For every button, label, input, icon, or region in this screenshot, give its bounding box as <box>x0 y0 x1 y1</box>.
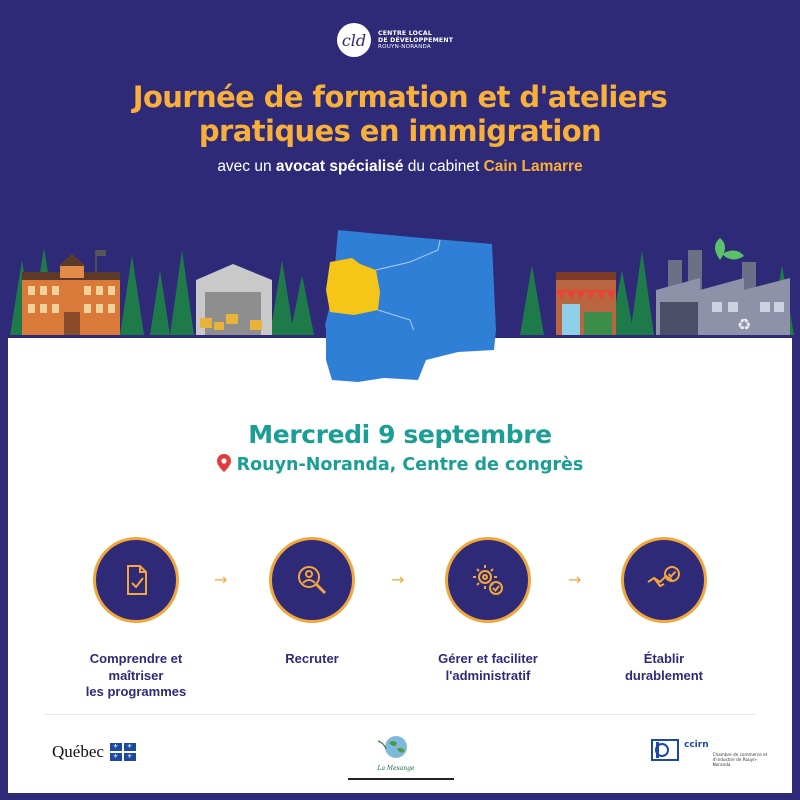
event-date: Mercredi 9 septembre <box>248 420 552 449</box>
region-map-icon <box>325 230 496 340</box>
step-establish <box>574 537 754 684</box>
arrow-icon: → <box>391 570 405 589</box>
school-building-icon <box>22 250 120 335</box>
step-circle <box>269 537 355 623</box>
step-circle <box>445 537 531 623</box>
factory-icon <box>656 238 790 335</box>
mesange-logo <box>370 733 422 773</box>
step-label: Établir durablement <box>624 651 703 683</box>
ccirn-description: Chambre de commerce et d'industrie de Rouyn-Noranda <box>712 752 768 767</box>
illustration-scene <box>0 220 800 340</box>
ccirn-wordmark: ccirn <box>684 740 709 750</box>
underline-bar <box>348 778 454 780</box>
document-check-icon <box>116 560 156 600</box>
subtitle: avec un avocat spécialisé du cabinet Cain Lamarre <box>217 158 583 175</box>
svg-text:♻: ♻ <box>736 315 752 334</box>
quebec-flag-icon: ⚜ ⚜ ⚜ ⚜ <box>110 743 136 761</box>
shop-icon <box>556 272 616 335</box>
gear-check-icon <box>468 560 508 600</box>
ccirn-logo <box>650 738 771 768</box>
search-person-icon <box>292 560 332 600</box>
step-manage <box>398 537 578 684</box>
cld-logo-icon <box>336 22 372 58</box>
location-pin-icon <box>217 454 231 472</box>
divider <box>44 714 756 715</box>
step-understand <box>46 537 226 701</box>
step-label: Comprendre et maîtriser les programmes <box>85 651 187 699</box>
step-recruit <box>222 537 405 668</box>
step-label: Gérer et faciliter l'administratif <box>438 651 538 683</box>
step-label: Recruter <box>285 651 339 666</box>
handshake-check-icon <box>644 560 684 600</box>
warehouse-icon <box>196 264 272 335</box>
arrow-icon: → <box>568 570 582 589</box>
step-circle <box>621 537 707 623</box>
cld-logo-text: CENTRE LOCAL DE DÉVELOPPEMENT ROUYN-NORANDA <box>378 29 454 50</box>
page-title: Journée de formation et d'ateliers pratiques en immigration <box>132 80 668 148</box>
svg-text:cld: cld <box>341 31 367 50</box>
region-map-lower-icon <box>318 330 498 390</box>
step-circle <box>93 537 179 623</box>
globe-leaf-icon <box>374 733 418 761</box>
quebec-logo <box>52 742 136 762</box>
cld-logo <box>336 22 453 58</box>
quebec-wordmark: Québec <box>52 742 104 761</box>
ccirn-mark-icon <box>650 738 680 768</box>
mesange-wordmark: La Mesange <box>377 765 415 772</box>
event-location: Rouyn-Noranda, Centre de congrès <box>0 454 800 475</box>
header-banner <box>0 0 800 340</box>
arrow-icon: → <box>214 570 228 589</box>
